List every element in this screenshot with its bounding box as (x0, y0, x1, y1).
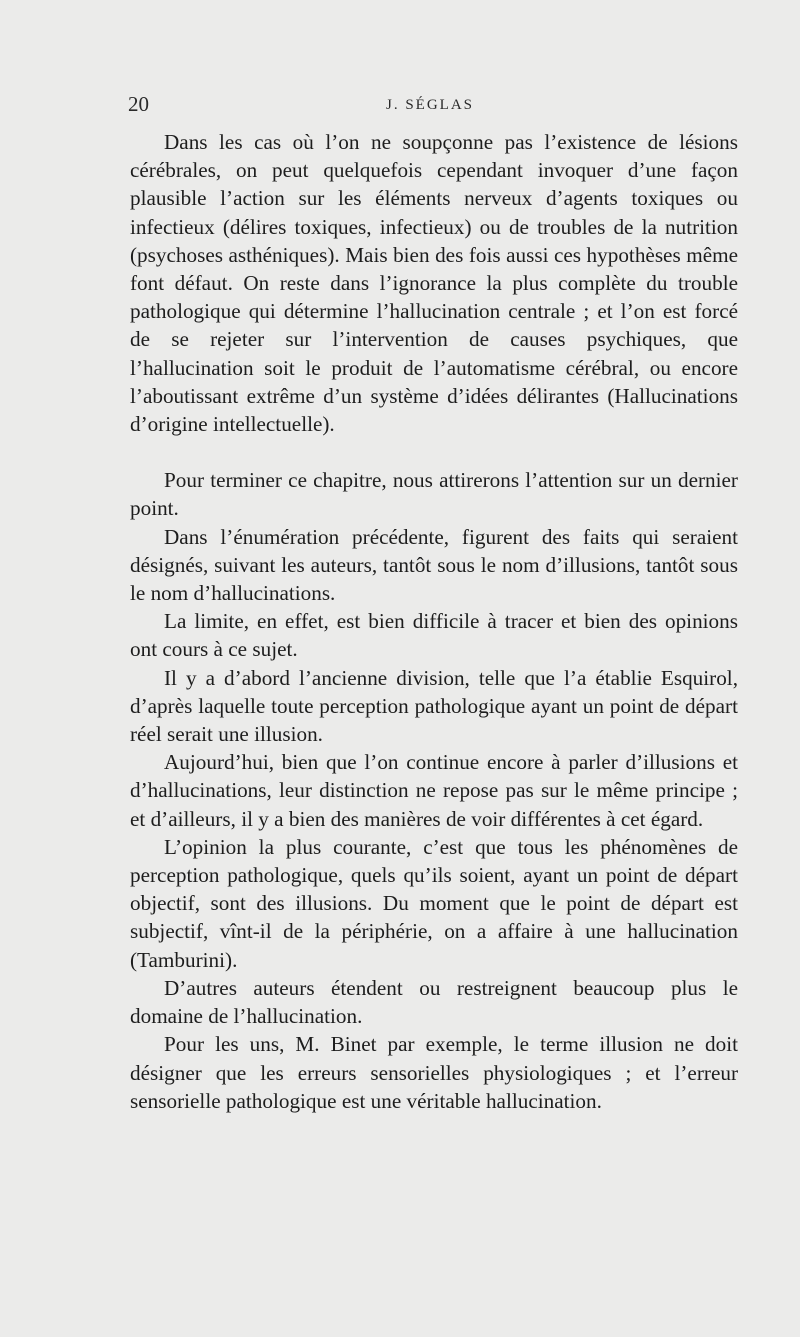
paragraph: Dans les cas où l’on ne soupçonne pas l’existence de lésions cérébrales, on peut quelquefois cependant invoquer d’une façon plausible l’action sur les éléments nerveux d’agents toxiques ou infectieux (délires toxiques, infectieux) ou de troubles de la nutrition (psychoses asthéniques). Mais bien des fois aussi ces hypothèses même font défaut. On reste dans l’ignorance la plus complète du trouble pathologique qui détermine l’hallucination centrale ; et l’on est forcé de se rejeter sur l’intervention de causes psychiques, que l’hallucination soit le produit de l’automatisme cérébral, ou encore l’aboutissant extrême d’un système d’idées délirantes (Hallucinations d’origine intellectuelle). (130, 130, 738, 437)
paragraph: La limite, en effet, est bien difficile à tracer et bien des opinions ont cours à ce sujet. (130, 609, 738, 662)
body-text (130, 128, 738, 1115)
paragraph: Pour terminer ce chapitre, nous attirerons l’attention sur un dernier point. (130, 468, 738, 521)
paragraph: Il y a d’abord l’ancienne division, telle que l’a établie Esquirol, d’après laquelle toute perception pathologique ayant un point de départ réel serait une illusion. (130, 665, 738, 747)
running-head (128, 92, 738, 122)
paragraph: Aujourd’hui, bien que l’on continue encore à parler d’illusions et d’hallucinations, leur distinction ne repose pas sur le même principe ; et d’ailleurs, il y a bien des manières de voir différentes à cet égard. (130, 750, 738, 831)
paragraph: D’autres auteurs étendent ou restreignent beaucoup plus le domaine de l’hallucination. (130, 975, 738, 1029)
running-title: J. SÉGLAS (386, 97, 475, 113)
paragraph: L’opinion la plus courante, c’est que tous les phénomènes de perception pathologique, quels qu’ils soient, ayant un point de départ objectif, sont des illusions. Du moment que le point de départ est subjectif, vînt-il de la périphérie, on a affaire à une hallucination (Tamburini). (130, 834, 738, 972)
paragraph: Pour les uns, M. Binet par exemple, le terme illusion ne doit désigner que les erreurs sensorielles physiologiques ; et l’erreur sensorielle pathologique est une véritable hallucination. (130, 1032, 738, 1113)
paragraph: Dans l’énumération précédente, figurent des faits qui seraient désignés, suivant les auteurs, tantôt sous le nom d’illusions, tantôt sous le nom d’hallucinations. (130, 524, 738, 606)
page-number: 20 (128, 92, 149, 116)
